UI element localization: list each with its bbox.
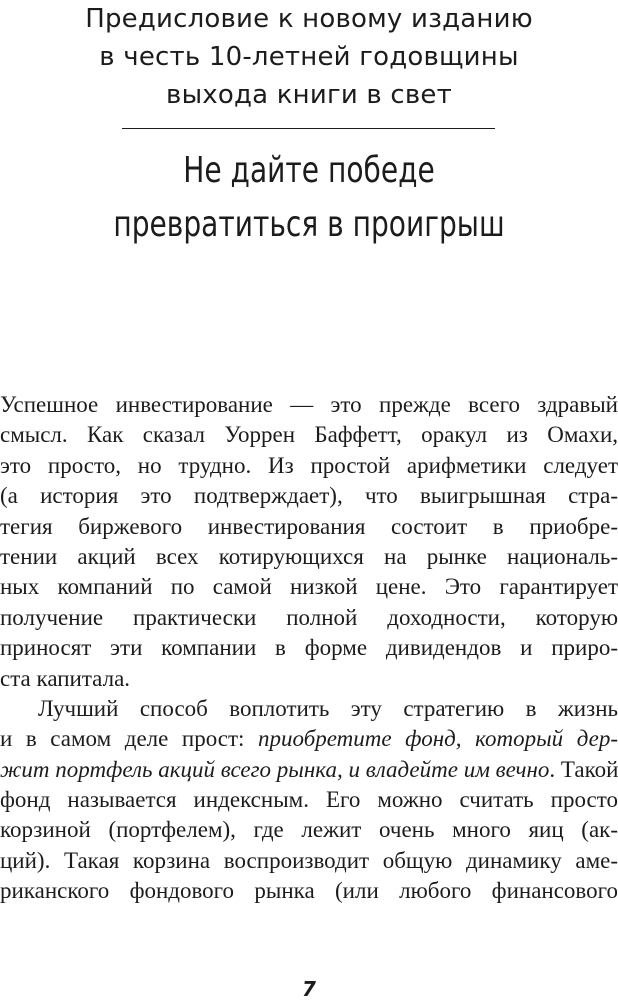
text-line: это просто, но трудно. Из простой арифметики следует	[0, 452, 618, 478]
page-number: 7	[302, 977, 316, 1001]
text-line: получение практически полной доходности, которую	[0, 604, 618, 630]
italic-text: жит портфель акций всего рынка, и владейте им вечно	[0, 756, 550, 782]
text-line: ста капитала.	[0, 665, 131, 691]
chapter-title	[68, 144, 550, 252]
text-line: Лучший способ воплотить эту стратегию в жизнь	[38, 695, 618, 721]
text-line: тении акций всех котирующихся на рынке националь-	[0, 543, 618, 569]
text-line: ных компаний по самой низкой цене. Это гарантирует	[0, 574, 618, 600]
text-line	[0, 724, 618, 754]
preface-heading-line: Предисловие к новому изданию	[85, 4, 533, 34]
chapter-title-line: превратиться в проигрыш	[113, 204, 505, 245]
text-line: Успешное инвестирование — это прежде всего здравый	[0, 392, 618, 417]
text-line: ций). Такая корзина воспроизводит общую динамику аме-	[0, 847, 618, 873]
text-line: корзиной (портфелем), где лежит очень много яиц (ак-	[0, 817, 618, 843]
preface-heading-line: в честь 10-летней годовщины	[99, 42, 519, 72]
plain-text: и в самом деле прост:	[0, 726, 259, 752]
plain-text: . Такой	[549, 756, 618, 782]
text-line: смысл. Как сказал Уоррен Баффетт, оракул из Омахи,	[0, 422, 618, 448]
preface-heading-line: выхода книги в свет	[166, 80, 452, 110]
chapter-title-line: Не дайте победе	[183, 150, 435, 191]
italic-text: приобретите фонд, который дер-	[258, 726, 618, 752]
body-text	[0, 390, 618, 907]
text-line: приносят эти компании в форме дивидендов и приро-	[0, 635, 618, 661]
preface-heading	[0, 0, 618, 114]
text-line: риканского фондового рынка (или любого финансового	[0, 878, 618, 904]
text-line: (а история это подтверждает), что выигрышная стра-	[0, 483, 618, 509]
text-line: фонд называется индексным. Его можно считать просто	[0, 787, 618, 813]
paragraph-1	[0, 390, 618, 694]
text-line	[0, 755, 618, 785]
paragraph-2	[0, 694, 618, 907]
heading-divider	[122, 128, 495, 129]
text-line: тегия биржевого инвестирования состоит в приобре-	[0, 513, 618, 539]
